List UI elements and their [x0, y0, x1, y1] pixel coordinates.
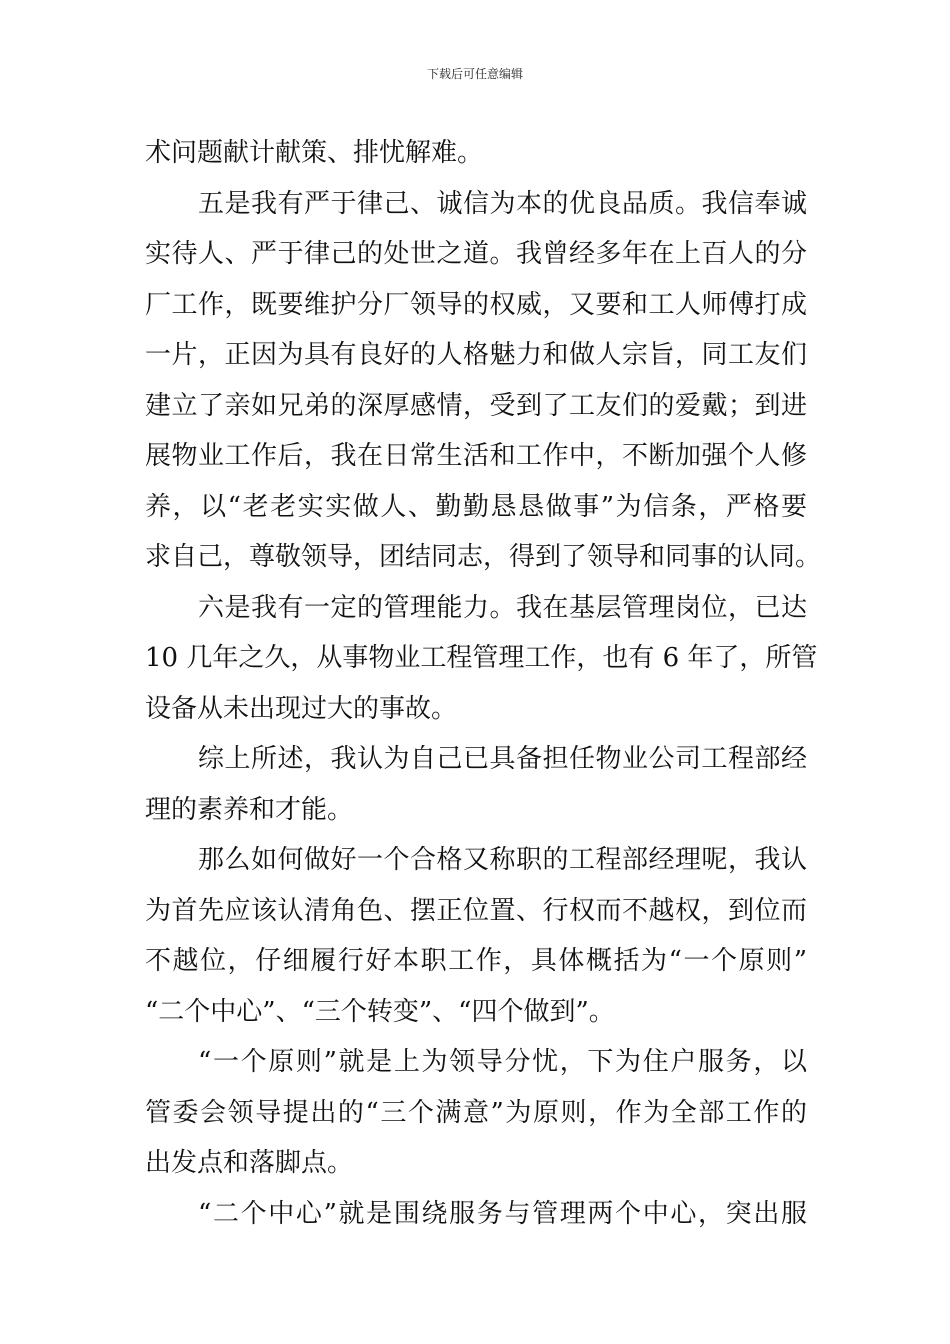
paragraph-first-line: “二个中心”就是围绕服务与管理两个中心，突出服 — [198, 1198, 807, 1229]
text-line: 术问题献计献策、排忧解难。 — [145, 138, 484, 168]
text-line: 设备从未出现过大的事故。 — [145, 693, 458, 724]
text-line: 建立了亲如兄弟的深厚感情，受到了工友们的爱戴；到进 — [145, 390, 807, 421]
paragraph-first-line: 那么如何做好一个合格又称职的工程部经理呢，我认 — [198, 845, 807, 875]
paragraph-first-line: 综上所述，我认为自己已具备担任物业公司工程部经 — [198, 744, 807, 774]
text-line: 厂工作，既要维护分厂领导的权威，又要和工人师傅打成 — [145, 289, 807, 320]
text-line: 展物业工作后，我在日常生活和工作中，不断加强个人修 — [145, 441, 807, 471]
text-line: 一片，正因为具有良好的人格魅力和做人宗旨，同工友们 — [145, 340, 807, 370]
text-line: 为首先应该认清角色、摆正位置、行权而不越权，到位而 — [145, 895, 807, 926]
paragraph-first-line: “一个原则”就是上为领导分忧，下为住户服务，以 — [198, 1047, 807, 1077]
text-line: 出发点和落脚点。 — [145, 1148, 354, 1178]
text-line: “二个中心”、“三个转变”、“四个做到”。 — [145, 996, 615, 1027]
text-line: 管委会领导提出的“三个满意”为原则，作为全部工作的 — [145, 1097, 807, 1128]
document-body — [145, 128, 822, 1239]
text-line: 养，以“老老实实做人、勤勤恳恳做事”为信条，严格要 — [145, 491, 807, 522]
text-line: 10 几年之久，从事物业工程管理工作，也有 6 年了，所管 — [145, 643, 818, 673]
text-line: 理的素养和才能。 — [145, 794, 354, 825]
page-header: 下载后可任意编辑 — [426, 67, 523, 81]
text-line: 实待人、严于律己的处世之道。我曾经多年在上百人的分 — [145, 239, 807, 269]
text-line: 求自己，尊敬领导，团结同志，得到了领导和同事的认同。 — [145, 542, 822, 572]
text-line: 不越位，仔细履行好本职工作，具体概括为“一个原则” — [145, 946, 807, 976]
paragraph-first-line: 五是我有严于律己、诚信为本的优良品质。我信奉诚 — [198, 188, 807, 219]
paragraph-first-line: 六是我有一定的管理能力。我在基层管理岗位，已达 — [198, 592, 807, 623]
